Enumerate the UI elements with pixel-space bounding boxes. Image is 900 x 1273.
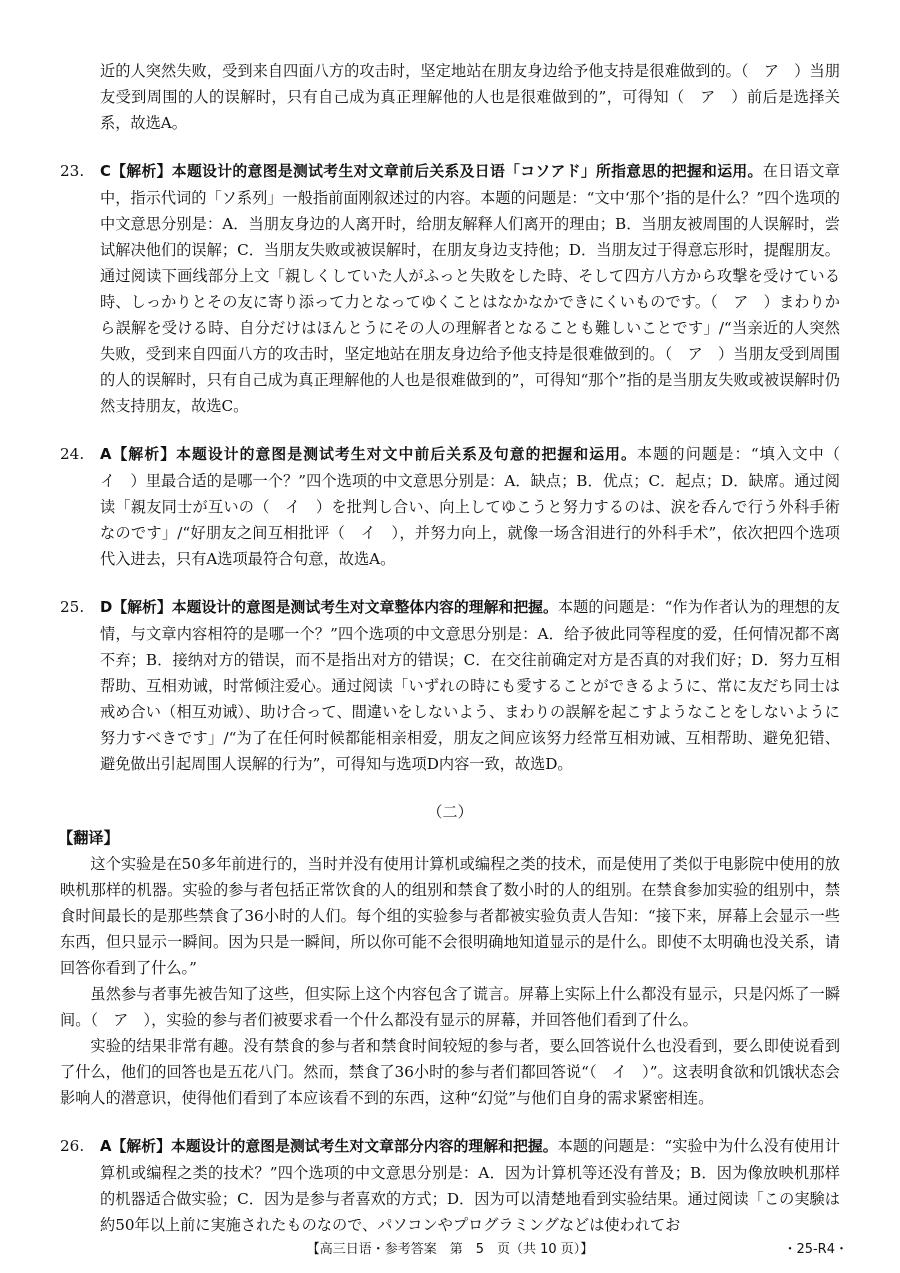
analysis-label: A【解析】本题设计的意图是测试考生对文章部分内容的理解和把握。 [100,1138,558,1155]
translation-paragraph-1: 这个实验是在50多年前进行的，当时并没有使用计算机或编程之类的技术，而是使用了类似于电影院中使用的放映机那样的机器。实验的参与者包括正常饮食的人的组别和禁食了数小时的人的组别。在禁食参加实验的组别中，禁食时间最长的是那些禁食了36小时的人们。每个组的实验参与者都被实验负责人告知：“接下来，屏幕上会显示一些东西，但只显示一瞬间。因为只是一瞬间，所以你可能不会很明确地知道显示的是什么。即使不太明确也没关系，请回答你看到了什么。” [60,855,840,977]
question-24 [60,441,856,572]
footer-page-info: 【高三日语・参考答案 第 5 页（共 10 页）】 [306,1242,594,1257]
translation-heading: 【翻译】 [58,829,119,847]
translation-paragraph-2: 虽然参与者事先被告知了这些，但实际上这个内容包含了谎言。屏幕上实际上什么都没有显示，只是闪烁了一瞬间。（ ア ），实验的参与者们被要求看一个什么都没有显示的屏幕，并回答他们看到了什么。 [60,985,840,1029]
section-title: （二） [427,803,473,821]
question-25 [60,594,840,777]
footer-code: ・25-R4・ [783,1242,848,1257]
question-26 [60,1133,840,1238]
question-number: 23. [60,162,85,180]
answer-page [58,58,856,1238]
intro-paragraph: 近的人突然失败，受到来自四面八方的攻击时，坚定地站在朋友身边给予他支持是很难做到的。（ ア ）当朋友受到周围的人的误解时，只有自己成为真正理解他的人也是很难做到的”，可得知（ ア ）前后是选择关系，故选A。 [100,62,840,132]
analysis-body: 本题的问题是：“作为作者认为的理想的友情，与文章内容相符的是哪一个？”四个选项的中文意思分别是：A．给予彼此同等程度的爱，任何情况都不离不弃；B．接纳对方的错误，而不是指出对方的错误；C．在交往前确定对方是否真的对我们好；D．努力互相帮助、互相劝诫，时常倾注爱心。通过阅读「いずれの時にも愛することができるように、常に友だち同士は戒め合い（相互劝诫）、助け合って、間違いをしないよう、まわりの誤解を起こすようなことをしないように努力すべきです」/“为了在任何时候都能相亲相爱，朋友之间应该努力经常互相劝诫、互相帮助、避免犯错、避免做出引起周围人误解的行为”，可得知与选项D内容一致，故选D。 [100,598,840,773]
question-number: 26. [60,1137,85,1155]
analysis-label: C【解析】本题设计的意图是测试考生对文章前后关系及日语「コソアド」所指意思的把握和运用。 [100,163,763,180]
analysis-body: 本题的问题是：“实验中为什么没有使用计算机或编程之类的技术？”四个选项的中文意思分别是：A．因为计算机等还没有普及；B．因为像放映机那样的机器适合做实验；C．因为是参与者喜欢的方式；D．因为可以清楚地看到实验结果。通过阅读「この実験は約50年以上前に実施されたものなので、パソコンやプログラミングなどは使われてお [100,1137,840,1234]
translation-block [60,825,840,1111]
analysis-body: 在日语文章中，指示代词的「ソ系列」一般指前面刚叙述过的内容。本题的问题是：“文中‘那个’指的是什么？”四个选项的中文意思分别是：A．当朋友身边的人离开时，给朋友解释人们离开的理由；B．当朋友被周围的人误解时，尝试解决他们的误解；C．当朋友失败或被误解时，在朋友身边支持他；D．当朋友过于得意忘形时，提醒朋友。通过阅读下画线部分上文「親しくしていた人がふっと失敗をした時、そして四方八方から攻撃を受けている時、しっかりとその友に寄り添って力となってゆくことはなかなかできにくいものです。（ ア ）まわりから誤解を受ける時、自分だけはほんとうにその人の理解者となることも難しいことです」/“当亲近的人突然失败，受到来自四面八方的攻击时，坚定地站在朋友身边给予他支持是很难做到的。（ ア ）当朋友受到周围的人的误解时，只有自己成为真正理解他的人也是很难做到的”，可得知“那个”指的是当朋友失败或被误解时仍然支持朋友，故选C。 [100,162,840,415]
analysis-label: D【解析】本题设计的意图是测试考生对文章整体内容的理解和把握。 [100,599,558,616]
question-number: 24. [60,445,85,463]
question-number: 25. [60,598,85,616]
analysis-label: A【解析】本题设计的意图是测试考生对文中前后关系及句意的把握和运用。 [100,446,637,463]
question-23 [60,158,840,419]
translation-paragraph-3: 实验的结果非常有趣。没有禁食的参与者和禁食时间较短的参与者，要么回答说什么也没看到，要么即使说看到了什么，他们的回答也是五花八门。然而，禁食了36小时的参与者们都回答说“（ イ ）”。这表明食欲和饥饿状态会影响人的潜意识，使得他们看到了本应该看不到的东西，这种“幻觉”与他们自身的需求紧密相连。 [60,1037,840,1107]
analysis-body: 本题的问题是：“填入文中（ イ ）里最合适的是哪一个？”四个选项的中文意思分别是：A．缺点；B．优点；C．起点；D．缺席。通过阅读「親友同士が互いの（ イ ）を批判し合い、向上してゆこうと努力するのは、涙を呑んで行う外科手術なのです」/“好朋友之间互相批评（ イ ），并努力向上，就像一场含泪进行的外科手术”，依次把四个选项代入进去，只有A选项最符合句意，故选A。 [100,445,856,568]
